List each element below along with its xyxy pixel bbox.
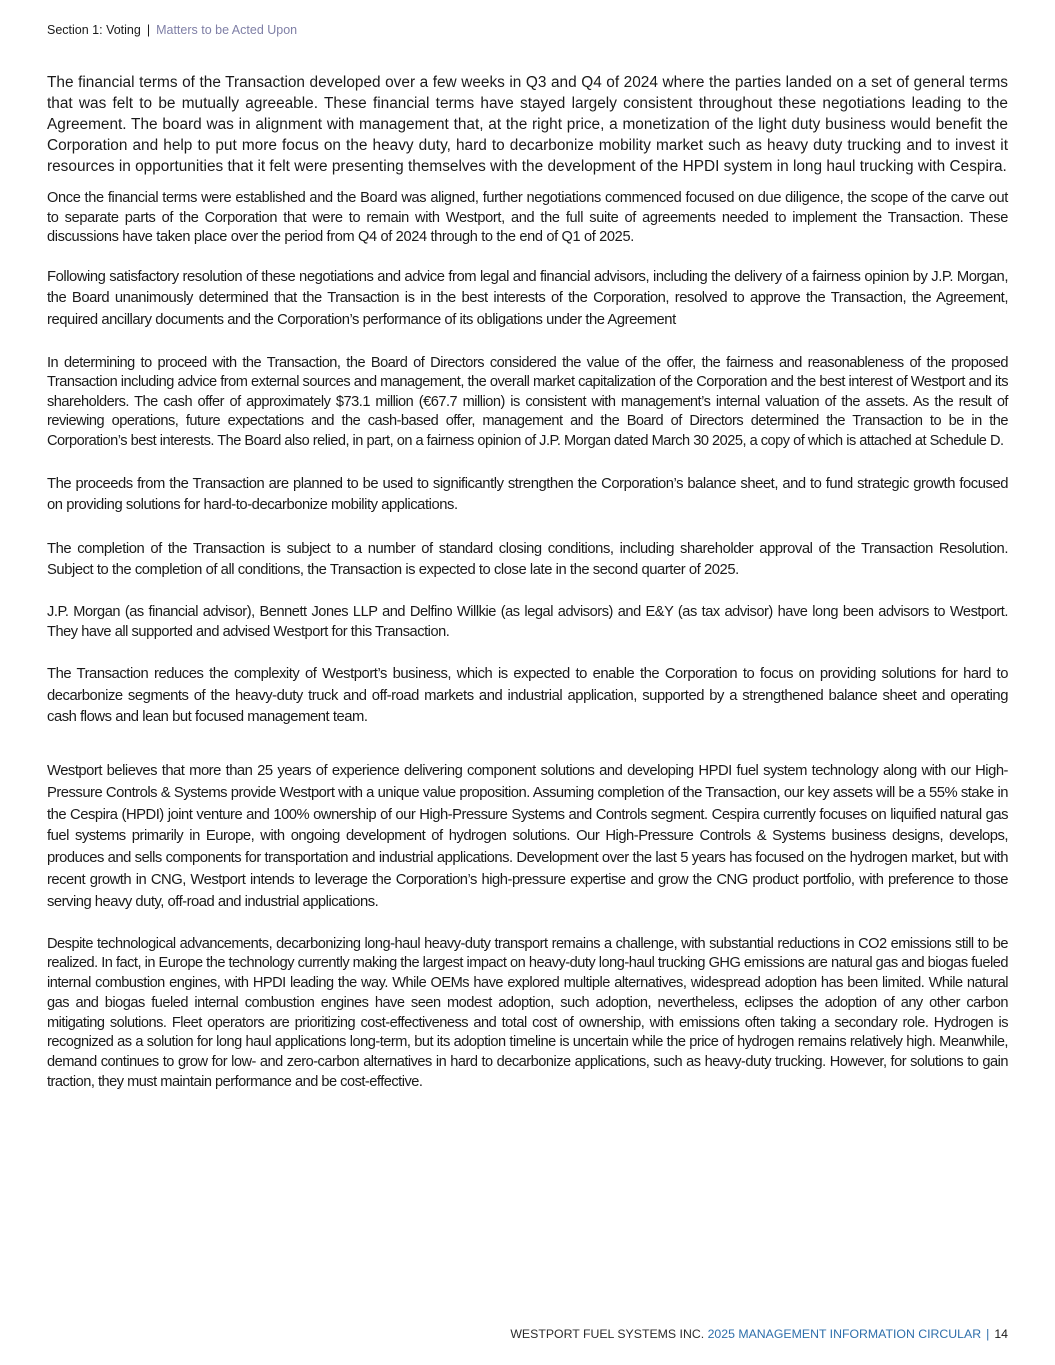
paragraph-closing-conditions: The completion of the Transaction is subject to a number of standard closing conditions, including shareholder approval of the Transaction Resolution. Subject to the completion of all conditions, the Transaction is expected to close late in the second quarter of 2025. <box>47 540 1008 579</box>
footer-separator: | <box>986 1327 990 1341</box>
paragraph-negotiations: Once the financial terms were established and the Board was aligned, further negotiations commenced focused on due diligence, the scope of the carve out to separate parts of the Corporation that were to remain with Westport, and the full suite of agreements needed to implement the Transaction. These discussions have taken place over the period from Q4 of 2024 through to the end of Q1 of 2025. <box>47 190 1008 246</box>
paragraph-financial-terms: The financial terms of the Transaction developed over a few weeks in Q3 and Q4 of 2024 where the parties landed on a set of general terms that was felt to be mutually agreeable. These financial terms have stayed largely consistent throughout these negotiations leading to the Agreement. The board was in alignment with management that, at the right price, a monetization of the light duty business would benefit the Corporation and help to put more focus on the heavy duty, hard to decarbonize mobility market such as heavy duty trucking and to invest it resources in opportunities that it felt were presenting themselves with the development of the HPDI system in long haul trucking with Cespira. <box>47 74 1008 175</box>
document-body <box>47 72 1008 1093</box>
paragraph-complexity: The Transaction reduces the complexity of Westport’s business, which is expected to enable the Corporation to focus on providing solutions for hard to decarbonize segments of the heavy-duty truck and off-road markets and industrial application, supported by a strengthened balance sheet and operating cash flows and lean but focused management team. <box>47 666 1008 725</box>
subsection-title: Matters to be Acted Upon <box>156 23 298 37</box>
footer-document-title: 2025 MANAGEMENT INFORMATION CIRCULAR <box>707 1327 982 1341</box>
header-separator: | <box>146 23 151 37</box>
footer-company: WESTPORT FUEL SYSTEMS INC. <box>510 1327 705 1341</box>
paragraph-advisors: J.P. Morgan (as financial advisor), Bennett Jones LLP and Delfino Willkie (as legal advisors) and E&Y (as tax advisor) have long been advisors to Westport. They have all supported and advised Westport for this Transaction. <box>47 603 1008 640</box>
page-number: 14 <box>994 1327 1008 1341</box>
section-title: Section 1: Voting <box>47 23 141 37</box>
paragraph-board-considerations: In determining to proceed with the Transaction, the Board of Directors considered the value of the offer, the fairness and reasonableness of the proposed Transaction including advice from external sources and management, the overall market capitalization of the Corporation and the best interest of Westport and its shareholders. The cash offer of approximately $73.1 million (€67.7 million) is consistent with management’s internal valuation of the assets. As the result of reviewing operations, future expectations and the cash-based offer, management and the Board of Directors determined the Transaction to be in the Corporation’s best interests. The Board also relied, in part, on a fairness opinion of J.P. Morgan dated March 30 2025, a copy of which is attached at Schedule D. <box>47 354 1008 449</box>
paragraph-decarbonization: Despite technological advancements, decarbonizing long-haul heavy-duty transport remains a challenge, with substantial reductions in CO2 emissions still to be realized. In fact, in Europe the technology currently making the largest impact on heavy-duty long-haul trucking GHG emissions are natural gas and biogas fueled internal combustion engines, with HPDI leading the way. While OEMs have explored multiple alternatives, widespread adoption has been limited. While natural gas and biogas fueled internal combustion engines have seen modest adoption, such adoption, nevertheless, eclipses the adoption of any other carbon mitigating solutions. Fleet operators are prioritizing cost-effectiveness and total cost of ownership, with emissions often taking a secondary role. Hydrogen is recognized as a solution for long haul applications long-term, but its adoption timeline is uncertain while the price of hydrogen remains relatively high. Meanwhile, demand continues to grow for low- and zero-carbon alternatives in hard to decarbonize applications, such as heavy-duty trucking. However, for solutions to gain traction, they must maintain performance and be cost-effective. <box>47 935 1008 1091</box>
paragraph-use-of-proceeds: The proceeds from the Transaction are planned to be used to significantly strengthen the Corporation’s balance sheet, and to fund strategic growth focused on providing solutions for hard-to-decarbonize mobility applications. <box>47 475 1008 514</box>
page-header <box>47 22 297 38</box>
page-footer <box>510 1326 1008 1342</box>
paragraph-value-proposition: Westport believes that more than 25 years of experience delivering component solutions and developing HPDI fuel system technology along with our High-Pressure Controls & Systems provide Westport with a unique value proposition. Assuming completion of the Transaction, our key assets will be a 55% stake in the Cespira (HPDI) joint venture and 100% ownership of our High-Pressure Systems and Controls segment. Cespira currently focuses on liquified natural gas fuel systems primarily in Europe, with ongoing development of hydrogen solutions. Our High-Pressure Controls & Systems business designs, develops, produces and sells components for transportation and industrial applications. Development over the last 5 years has focused on the hydrogen market, but with recent growth in CNG, Westport intends to leverage the Corporation’s high-pressure expertise and grow the CNG product portfolio, with preference to those serving heavy duty, off-road and industrial applications. <box>47 762 1008 910</box>
paragraph-board-approval: Following satisfactory resolution of these negotiations and advice from legal and financial advisors, including the delivery of a fairness opinion by J.P. Morgan, the Board unanimously determined that the Transaction is in the best interests of the Corporation, resolved to approve the Transaction, the Agreement, required ancillary documents and the Corporation’s performance of its obligations under the Agreement <box>47 268 1008 328</box>
